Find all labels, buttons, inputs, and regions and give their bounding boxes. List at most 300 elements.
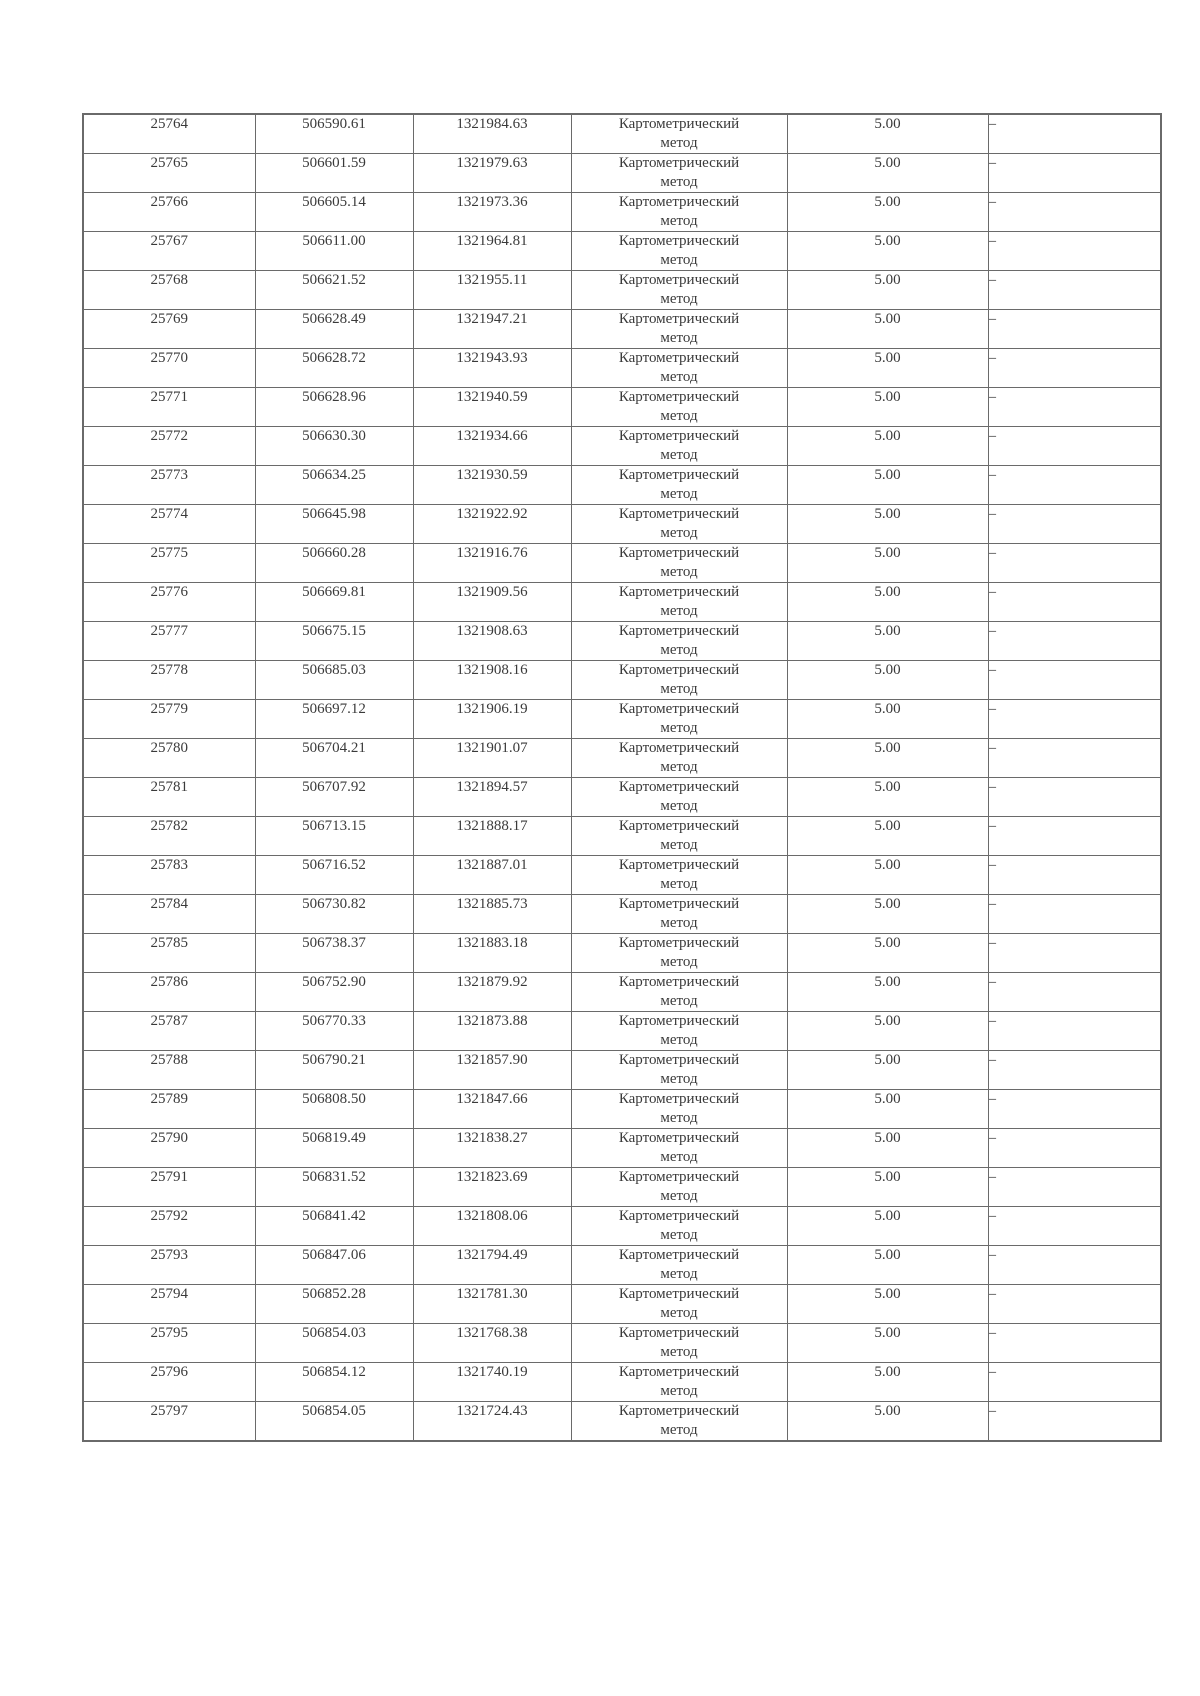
- method-line-1: Картометрический: [618, 116, 740, 132]
- method-cell: [571, 505, 787, 544]
- method-cell: [571, 1012, 787, 1051]
- method-cell: [571, 544, 787, 583]
- y-coordinate-cell: 1321964.81: [413, 232, 571, 271]
- y-coordinate-cell: 1321857.90: [413, 1051, 571, 1090]
- table-row: [83, 778, 1161, 817]
- note-cell: –: [988, 856, 1161, 895]
- point-number-cell: 25773: [83, 466, 255, 505]
- x-coordinate-cell: 506854.03: [255, 1324, 413, 1363]
- accuracy-cell: 5.00: [787, 544, 988, 583]
- y-coordinate-cell: 1321768.38: [413, 1324, 571, 1363]
- table-row: [83, 388, 1161, 427]
- accuracy-cell: 5.00: [787, 700, 988, 739]
- x-coordinate-cell: 506841.42: [255, 1207, 413, 1246]
- method-line-2: метод: [660, 720, 698, 736]
- y-coordinate-cell: 1321947.21: [413, 310, 571, 349]
- note-cell: –: [988, 739, 1161, 778]
- x-coordinate-cell: 506630.30: [255, 427, 413, 466]
- x-coordinate-cell: 506854.12: [255, 1363, 413, 1402]
- method-cell: [571, 1402, 787, 1442]
- table-row: [83, 1246, 1161, 1285]
- table-row: [83, 154, 1161, 193]
- x-coordinate-cell: 506752.90: [255, 973, 413, 1012]
- accuracy-cell: 5.00: [787, 1168, 988, 1207]
- note-cell: –: [988, 1051, 1161, 1090]
- method-line-2: метод: [660, 1305, 698, 1321]
- method-line-2: метод: [660, 876, 698, 892]
- table-row: [83, 232, 1161, 271]
- method-line-1: Картометрический: [618, 155, 740, 171]
- accuracy-cell: 5.00: [787, 1402, 988, 1442]
- table-row: [83, 114, 1161, 154]
- accuracy-cell: 5.00: [787, 622, 988, 661]
- note-cell: –: [988, 1363, 1161, 1402]
- y-coordinate-cell: 1321847.66: [413, 1090, 571, 1129]
- accuracy-cell: 5.00: [787, 1324, 988, 1363]
- method-line-2: метод: [660, 252, 698, 268]
- method-line-1: Картометрический: [618, 1403, 740, 1419]
- coordinates-table-body: [83, 114, 1161, 1441]
- method-line-1: Картометрический: [618, 272, 740, 288]
- accuracy-cell: 5.00: [787, 505, 988, 544]
- method-line-2: метод: [660, 525, 698, 541]
- point-number-cell: 25776: [83, 583, 255, 622]
- method-cell: [571, 661, 787, 700]
- method-cell: [571, 1207, 787, 1246]
- point-number-cell: 25791: [83, 1168, 255, 1207]
- note-cell: –: [988, 1090, 1161, 1129]
- note-cell: –: [988, 310, 1161, 349]
- method-cell: [571, 193, 787, 232]
- x-coordinate-cell: 506628.72: [255, 349, 413, 388]
- point-number-cell: 25789: [83, 1090, 255, 1129]
- x-coordinate-cell: 506831.52: [255, 1168, 413, 1207]
- note-cell: –: [988, 973, 1161, 1012]
- table-row: [83, 1207, 1161, 1246]
- method-cell: [571, 1285, 787, 1324]
- accuracy-cell: 5.00: [787, 349, 988, 388]
- point-number-cell: 25767: [83, 232, 255, 271]
- table-row: [83, 817, 1161, 856]
- method-line-2: метод: [660, 642, 698, 658]
- note-cell: –: [988, 114, 1161, 154]
- x-coordinate-cell: 506738.37: [255, 934, 413, 973]
- x-coordinate-cell: 506730.82: [255, 895, 413, 934]
- method-line-2: метод: [660, 408, 698, 424]
- x-coordinate-cell: 506697.12: [255, 700, 413, 739]
- method-line-2: метод: [660, 369, 698, 385]
- method-cell: [571, 427, 787, 466]
- point-number-cell: 25778: [83, 661, 255, 700]
- y-coordinate-cell: 1321984.63: [413, 114, 571, 154]
- accuracy-cell: 5.00: [787, 232, 988, 271]
- table-row: [83, 310, 1161, 349]
- method-line-1: Картометрический: [618, 311, 740, 327]
- method-line-2: метод: [660, 1110, 698, 1126]
- method-cell: [571, 114, 787, 154]
- method-line-2: метод: [660, 447, 698, 463]
- point-number-cell: 25780: [83, 739, 255, 778]
- method-line-2: метод: [660, 915, 698, 931]
- accuracy-cell: 5.00: [787, 1207, 988, 1246]
- x-coordinate-cell: 506628.96: [255, 388, 413, 427]
- note-cell: –: [988, 1168, 1161, 1207]
- y-coordinate-cell: 1321885.73: [413, 895, 571, 934]
- table-row: [83, 934, 1161, 973]
- method-cell: [571, 154, 787, 193]
- table-row: [83, 583, 1161, 622]
- accuracy-cell: 5.00: [787, 1051, 988, 1090]
- note-cell: –: [988, 583, 1161, 622]
- note-cell: –: [988, 1324, 1161, 1363]
- method-line-2: метод: [660, 1071, 698, 1087]
- table-row: [83, 739, 1161, 778]
- table-row: [83, 1090, 1161, 1129]
- method-cell: [571, 1090, 787, 1129]
- method-line-1: Картометрический: [618, 545, 740, 561]
- method-line-1: Картометрический: [618, 1325, 740, 1341]
- method-line-2: метод: [660, 603, 698, 619]
- y-coordinate-cell: 1321916.76: [413, 544, 571, 583]
- method-line-1: Картометрический: [618, 1091, 740, 1107]
- point-number-cell: 25766: [83, 193, 255, 232]
- table-row: [83, 1324, 1161, 1363]
- note-cell: –: [988, 388, 1161, 427]
- point-number-cell: 25771: [83, 388, 255, 427]
- table-row: [83, 193, 1161, 232]
- table-row: [83, 1402, 1161, 1442]
- note-cell: –: [988, 505, 1161, 544]
- accuracy-cell: 5.00: [787, 1285, 988, 1324]
- x-coordinate-cell: 506669.81: [255, 583, 413, 622]
- y-coordinate-cell: 1321887.01: [413, 856, 571, 895]
- table-row: [83, 427, 1161, 466]
- accuracy-cell: 5.00: [787, 583, 988, 622]
- method-line-2: метод: [660, 330, 698, 346]
- y-coordinate-cell: 1321955.11: [413, 271, 571, 310]
- point-number-cell: 25775: [83, 544, 255, 583]
- point-number-cell: 25786: [83, 973, 255, 1012]
- y-coordinate-cell: 1321909.56: [413, 583, 571, 622]
- x-coordinate-cell: 506707.92: [255, 778, 413, 817]
- method-line-1: Картометрический: [618, 233, 740, 249]
- x-coordinate-cell: 506716.52: [255, 856, 413, 895]
- point-number-cell: 25793: [83, 1246, 255, 1285]
- note-cell: –: [988, 193, 1161, 232]
- method-line-1: Картометрический: [618, 1286, 740, 1302]
- x-coordinate-cell: 506590.61: [255, 114, 413, 154]
- method-cell: [571, 1363, 787, 1402]
- note-cell: –: [988, 934, 1161, 973]
- table-row: [83, 895, 1161, 934]
- point-number-cell: 25785: [83, 934, 255, 973]
- method-line-1: Картометрический: [618, 974, 740, 990]
- note-cell: –: [988, 817, 1161, 856]
- method-line-1: Картометрический: [618, 1013, 740, 1029]
- method-cell: [571, 466, 787, 505]
- table-row: [83, 349, 1161, 388]
- x-coordinate-cell: 506634.25: [255, 466, 413, 505]
- y-coordinate-cell: 1321781.30: [413, 1285, 571, 1324]
- method-cell: [571, 1246, 787, 1285]
- method-cell: [571, 895, 787, 934]
- note-cell: –: [988, 1207, 1161, 1246]
- accuracy-cell: 5.00: [787, 778, 988, 817]
- table-row: [83, 271, 1161, 310]
- table-row: [83, 466, 1161, 505]
- accuracy-cell: 5.00: [787, 973, 988, 1012]
- x-coordinate-cell: 506675.15: [255, 622, 413, 661]
- y-coordinate-cell: 1321888.17: [413, 817, 571, 856]
- accuracy-cell: 5.00: [787, 661, 988, 700]
- x-coordinate-cell: 506713.15: [255, 817, 413, 856]
- point-number-cell: 25794: [83, 1285, 255, 1324]
- method-line-2: метод: [660, 1032, 698, 1048]
- note-cell: –: [988, 1285, 1161, 1324]
- accuracy-cell: 5.00: [787, 193, 988, 232]
- method-line-2: метод: [660, 1344, 698, 1360]
- point-number-cell: 25772: [83, 427, 255, 466]
- method-cell: [571, 1168, 787, 1207]
- x-coordinate-cell: 506854.05: [255, 1402, 413, 1442]
- accuracy-cell: 5.00: [787, 1090, 988, 1129]
- method-cell: [571, 232, 787, 271]
- accuracy-cell: 5.00: [787, 466, 988, 505]
- point-number-cell: 25797: [83, 1402, 255, 1442]
- note-cell: –: [988, 349, 1161, 388]
- point-number-cell: 25764: [83, 114, 255, 154]
- accuracy-cell: 5.00: [787, 114, 988, 154]
- accuracy-cell: 5.00: [787, 856, 988, 895]
- method-line-1: Картометрический: [618, 935, 740, 951]
- note-cell: –: [988, 154, 1161, 193]
- note-cell: –: [988, 622, 1161, 661]
- method-line-2: метод: [660, 291, 698, 307]
- point-number-cell: 25783: [83, 856, 255, 895]
- method-line-1: Картометрический: [618, 1247, 740, 1263]
- method-line-2: метод: [660, 486, 698, 502]
- method-line-1: Картометрический: [618, 740, 740, 756]
- table-row: [83, 1051, 1161, 1090]
- y-coordinate-cell: 1321823.69: [413, 1168, 571, 1207]
- point-number-cell: 25779: [83, 700, 255, 739]
- method-line-2: метод: [660, 1422, 698, 1438]
- method-line-1: Картометрический: [618, 896, 740, 912]
- note-cell: –: [988, 466, 1161, 505]
- table-row: [83, 1129, 1161, 1168]
- accuracy-cell: 5.00: [787, 388, 988, 427]
- table-row: [83, 856, 1161, 895]
- note-cell: –: [988, 895, 1161, 934]
- method-cell: [571, 856, 787, 895]
- method-line-1: Картометрический: [618, 1130, 740, 1146]
- y-coordinate-cell: 1321973.36: [413, 193, 571, 232]
- accuracy-cell: 5.00: [787, 154, 988, 193]
- method-cell: [571, 622, 787, 661]
- method-cell: [571, 1051, 787, 1090]
- method-line-2: метод: [660, 681, 698, 697]
- method-line-2: метод: [660, 993, 698, 1009]
- accuracy-cell: 5.00: [787, 739, 988, 778]
- method-line-1: Картометрический: [618, 779, 740, 795]
- accuracy-cell: 5.00: [787, 271, 988, 310]
- point-number-cell: 25774: [83, 505, 255, 544]
- y-coordinate-cell: 1321906.19: [413, 700, 571, 739]
- point-number-cell: 25792: [83, 1207, 255, 1246]
- point-number-cell: 25765: [83, 154, 255, 193]
- table-row: [83, 505, 1161, 544]
- x-coordinate-cell: 506611.00: [255, 232, 413, 271]
- table-row: [83, 1168, 1161, 1207]
- method-line-2: метод: [660, 837, 698, 853]
- y-coordinate-cell: 1321808.06: [413, 1207, 571, 1246]
- note-cell: –: [988, 661, 1161, 700]
- y-coordinate-cell: 1321979.63: [413, 154, 571, 193]
- method-cell: [571, 778, 787, 817]
- method-line-1: Картометрический: [618, 857, 740, 873]
- y-coordinate-cell: 1321930.59: [413, 466, 571, 505]
- method-cell: [571, 1324, 787, 1363]
- y-coordinate-cell: 1321908.63: [413, 622, 571, 661]
- point-number-cell: 25795: [83, 1324, 255, 1363]
- note-cell: –: [988, 271, 1161, 310]
- accuracy-cell: 5.00: [787, 1012, 988, 1051]
- method-cell: [571, 388, 787, 427]
- method-line-2: метод: [660, 798, 698, 814]
- y-coordinate-cell: 1321724.43: [413, 1402, 571, 1442]
- note-cell: –: [988, 1402, 1161, 1442]
- y-coordinate-cell: 1321901.07: [413, 739, 571, 778]
- table-row: [83, 661, 1161, 700]
- table-row: [83, 1363, 1161, 1402]
- x-coordinate-cell: 506852.28: [255, 1285, 413, 1324]
- point-number-cell: 25782: [83, 817, 255, 856]
- point-number-cell: 25781: [83, 778, 255, 817]
- method-line-1: Картометрический: [618, 818, 740, 834]
- method-cell: [571, 739, 787, 778]
- accuracy-cell: 5.00: [787, 1129, 988, 1168]
- method-line-2: метод: [660, 1383, 698, 1399]
- method-cell: [571, 310, 787, 349]
- method-line-2: метод: [660, 564, 698, 580]
- note-cell: –: [988, 700, 1161, 739]
- method-line-1: Картометрический: [618, 1364, 740, 1380]
- accuracy-cell: 5.00: [787, 427, 988, 466]
- y-coordinate-cell: 1321908.16: [413, 661, 571, 700]
- method-line-1: Картометрический: [618, 389, 740, 405]
- table-row: [83, 973, 1161, 1012]
- y-coordinate-cell: 1321873.88: [413, 1012, 571, 1051]
- x-coordinate-cell: 506621.52: [255, 271, 413, 310]
- method-cell: [571, 583, 787, 622]
- x-coordinate-cell: 506628.49: [255, 310, 413, 349]
- y-coordinate-cell: 1321794.49: [413, 1246, 571, 1285]
- method-line-2: метод: [660, 1266, 698, 1282]
- x-coordinate-cell: 506685.03: [255, 661, 413, 700]
- note-cell: –: [988, 1246, 1161, 1285]
- note-cell: –: [988, 1012, 1161, 1051]
- x-coordinate-cell: 506645.98: [255, 505, 413, 544]
- x-coordinate-cell: 506790.21: [255, 1051, 413, 1090]
- method-line-2: метод: [660, 1188, 698, 1204]
- accuracy-cell: 5.00: [787, 1363, 988, 1402]
- method-cell: [571, 700, 787, 739]
- method-line-2: метод: [660, 954, 698, 970]
- y-coordinate-cell: 1321894.57: [413, 778, 571, 817]
- y-coordinate-cell: 1321883.18: [413, 934, 571, 973]
- method-line-2: метод: [660, 1227, 698, 1243]
- method-cell: [571, 973, 787, 1012]
- accuracy-cell: 5.00: [787, 817, 988, 856]
- point-number-cell: 25788: [83, 1051, 255, 1090]
- method-cell: [571, 817, 787, 856]
- method-line-1: Картометрический: [618, 584, 740, 600]
- method-cell: [571, 934, 787, 973]
- point-number-cell: 25787: [83, 1012, 255, 1051]
- method-line-2: метод: [660, 213, 698, 229]
- x-coordinate-cell: 506847.06: [255, 1246, 413, 1285]
- y-coordinate-cell: 1321934.66: [413, 427, 571, 466]
- x-coordinate-cell: 506660.28: [255, 544, 413, 583]
- method-line-1: Картометрический: [618, 428, 740, 444]
- point-number-cell: 25796: [83, 1363, 255, 1402]
- x-coordinate-cell: 506704.21: [255, 739, 413, 778]
- note-cell: –: [988, 232, 1161, 271]
- accuracy-cell: 5.00: [787, 310, 988, 349]
- x-coordinate-cell: 506601.59: [255, 154, 413, 193]
- method-line-1: Картометрический: [618, 662, 740, 678]
- method-line-1: Картометрический: [618, 506, 740, 522]
- y-coordinate-cell: 1321879.92: [413, 973, 571, 1012]
- y-coordinate-cell: 1321922.92: [413, 505, 571, 544]
- method-line-1: Картометрический: [618, 1169, 740, 1185]
- point-number-cell: 25777: [83, 622, 255, 661]
- table-row: [83, 544, 1161, 583]
- method-cell: [571, 349, 787, 388]
- method-line-1: Картометрический: [618, 623, 740, 639]
- y-coordinate-cell: 1321940.59: [413, 388, 571, 427]
- accuracy-cell: 5.00: [787, 934, 988, 973]
- table-row: [83, 1285, 1161, 1324]
- point-number-cell: 25784: [83, 895, 255, 934]
- point-number-cell: 25770: [83, 349, 255, 388]
- method-cell: [571, 271, 787, 310]
- note-cell: –: [988, 427, 1161, 466]
- note-cell: –: [988, 778, 1161, 817]
- point-number-cell: 25768: [83, 271, 255, 310]
- method-line-1: Картометрический: [618, 467, 740, 483]
- y-coordinate-cell: 1321838.27: [413, 1129, 571, 1168]
- method-line-1: Картометрический: [618, 1052, 740, 1068]
- point-number-cell: 25769: [83, 310, 255, 349]
- table-row: [83, 1012, 1161, 1051]
- accuracy-cell: 5.00: [787, 895, 988, 934]
- method-line-1: Картометрический: [618, 350, 740, 366]
- coordinates-table: [82, 113, 1162, 1442]
- table-row: [83, 700, 1161, 739]
- accuracy-cell: 5.00: [787, 1246, 988, 1285]
- y-coordinate-cell: 1321740.19: [413, 1363, 571, 1402]
- x-coordinate-cell: 506819.49: [255, 1129, 413, 1168]
- x-coordinate-cell: 506808.50: [255, 1090, 413, 1129]
- method-line-2: метод: [660, 135, 698, 151]
- method-line-2: метод: [660, 174, 698, 190]
- method-line-1: Картометрический: [618, 701, 740, 717]
- x-coordinate-cell: 506770.33: [255, 1012, 413, 1051]
- method-line-1: Картометрический: [618, 1208, 740, 1224]
- method-line-2: метод: [660, 1149, 698, 1165]
- note-cell: –: [988, 1129, 1161, 1168]
